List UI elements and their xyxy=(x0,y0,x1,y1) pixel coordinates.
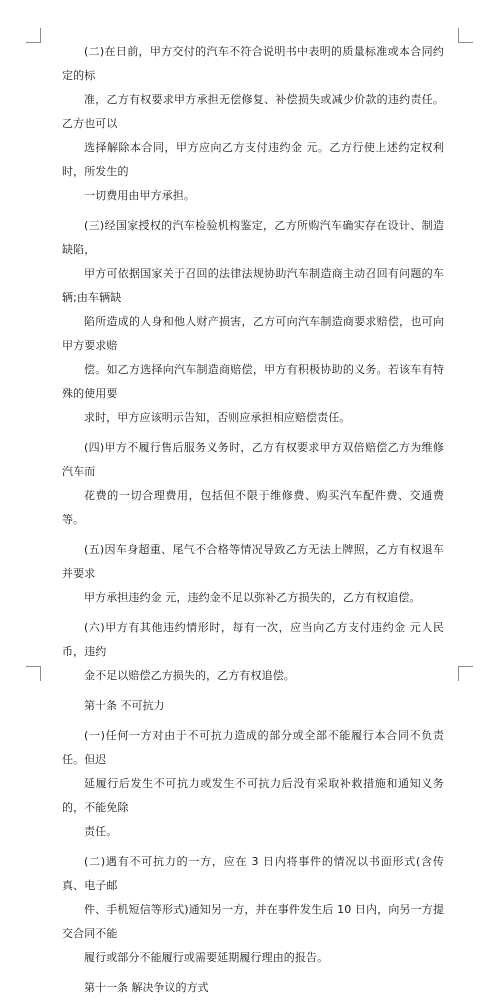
clause-paragraph xyxy=(62,214,444,430)
text-line: 履行或部分不能履行或需要延期履行理由的报告。 xyxy=(84,951,329,964)
crop-mark-bottom-left xyxy=(26,666,41,681)
document-body xyxy=(62,40,444,1006)
text-line: 延履行后发生不可抗力或发生不可抗力后没有采取补救措施和通知义务的，不能免除 xyxy=(62,777,444,814)
text-line: (三)经国家授权的汽车检验机构鉴定，乙方所购汽车确实存在设计、制造缺陷， xyxy=(62,219,444,256)
text-line: (二)遇有不可抗力的一方，应在 3 日内将事件的情况以书面形式(含传真、电子邮 xyxy=(62,855,444,892)
text-line: (六)甲方有其他违约情形时，每有一次，应当向乙方支付违约金 元人民币，违约 xyxy=(62,621,444,658)
text-line: 花费的一切合理费用，包括但不限于维修费、购买汽车配件费、交通费等。 xyxy=(62,489,444,526)
text-line: 金不足以赔偿乙方损失的，乙方有权追偿。 xyxy=(84,669,295,682)
text-line: 求时，甲方应该明示告知，否则应承担相应赔偿责任。 xyxy=(84,411,351,424)
text-line: (一)任何一方对由于不可抗力造成的部分或全部不能履行本合同不负责任。但迟 xyxy=(62,729,444,766)
text-line: 甲方承担违约金 元，违约金不足以弥补乙方损失的，乙方有权追偿。 xyxy=(84,591,421,604)
text-line: 件、手机短信等形式)通知另一方，并在事件发生后 10 日内，向另一方提交合同不能 xyxy=(62,903,444,940)
article-heading: 第十条 不可抗力 xyxy=(84,699,165,712)
text-line: 偿。如乙方选择向汽车制造商赔偿，甲方有积极协助的义务。若该车有特殊的使用要 xyxy=(62,363,444,400)
crop-mark-top-left xyxy=(26,28,41,43)
clause-paragraph xyxy=(62,616,444,688)
text-line: 陷所造成的人身和他人财产损害，乙方可向汽车制造商要求赔偿，也可向甲方要求赔 xyxy=(62,315,444,352)
text-line: (四)甲方不履行售后服务义务时，乙方有权要求甲方双倍赔偿乙方为维修汽车而 xyxy=(62,441,444,478)
clause-paragraph xyxy=(62,40,444,208)
clause-paragraph xyxy=(62,436,444,532)
text-line: (二)在日前，甲方交付的汽车不符合说明书中表明的质量标准或本合同约定的标 xyxy=(62,45,444,82)
crop-mark-top-right xyxy=(458,28,473,43)
clause-paragraph xyxy=(62,724,444,844)
text-line: 责任。 xyxy=(84,825,118,838)
clause-paragraph xyxy=(62,850,444,970)
text-line: 准，乙方有权要求甲方承担无偿修复、补偿损失或减少价款的违约责任。乙方也可以 xyxy=(62,93,444,130)
crop-mark-bottom-right xyxy=(458,666,473,681)
clause-paragraph xyxy=(62,538,444,610)
text-line: (五)因车身超重、尾气不合格等情况导致乙方无法上牌照，乙方有权退车并要求 xyxy=(62,543,444,580)
article-heading: 第十一条 解决争议的方式 xyxy=(84,981,209,994)
text-line: 一切费用由甲方承担。 xyxy=(84,189,195,202)
text-line: 选择解除本合同，甲方应向乙方支付违约金 元。乙方行使上述约定权利时，所发生的 xyxy=(62,141,444,178)
text-line: 甲方可依据国家关于召回的法律法规协助汽车制造商主动召回有问题的车辆;由车辆缺 xyxy=(62,267,444,304)
